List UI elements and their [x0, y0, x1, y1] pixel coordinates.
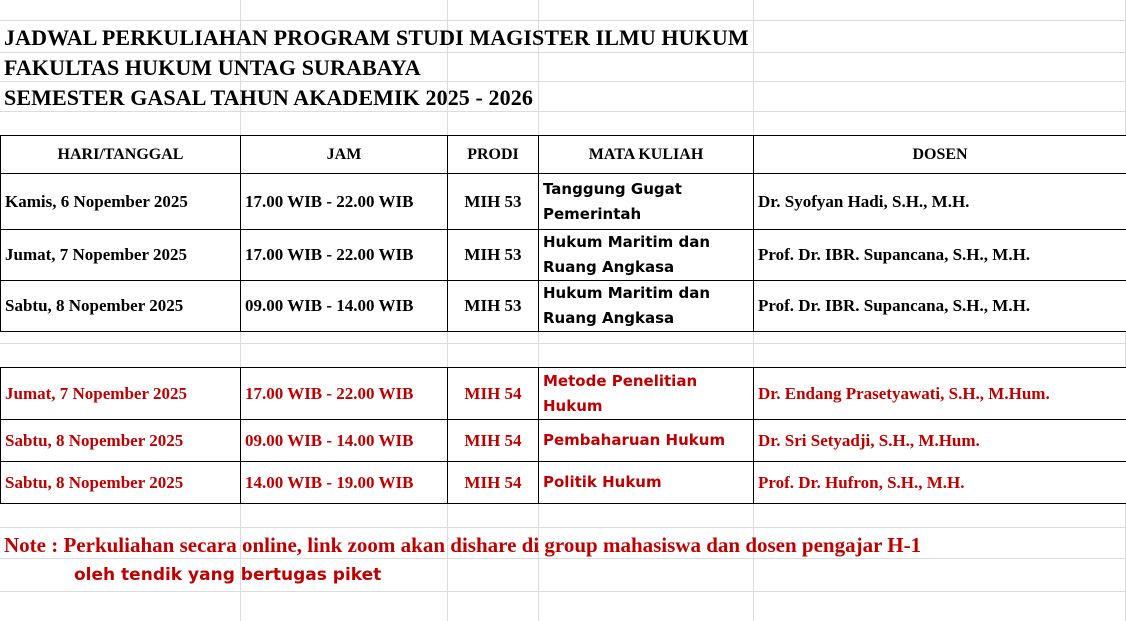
cell-matkul: Politik Hukum [539, 462, 754, 504]
grid-line [0, 111, 1126, 112]
grid-line [0, 527, 1126, 528]
table-header-row [1, 136, 1126, 174]
cell-jam: 09.00 WIB - 14.00 WIB [241, 420, 448, 462]
cell-dosen: Prof. Dr. IBR. Supancana, S.H., M.H. [754, 281, 1126, 332]
cell-prodi: MIH 54 [448, 462, 539, 504]
grid-line [0, 591, 1126, 592]
cell-prodi: MIH 53 [448, 281, 539, 332]
cell-jam: 09.00 WIB - 14.00 WIB [241, 281, 448, 332]
table-row [1, 368, 1126, 420]
cell-hari: Jumat, 7 Nopember 2025 [1, 368, 241, 420]
schedule-table-mih54 [0, 367, 1126, 504]
cell-matkul: Pembaharuan Hukum [539, 420, 754, 462]
grid-line [0, 20, 1126, 21]
header-title-line1: JADWAL PERKULIAHAN PROGRAM STUDI MAGISTER ILMU HUKUM [4, 25, 749, 50]
header-title-line2: FAKULTAS HUKUM UNTAG SURABAYA [4, 55, 421, 80]
column-header-hari: HARI/TANGGAL [1, 136, 241, 174]
schedule-table-mih53 [0, 135, 1126, 332]
column-header-matkul: MATA KULIAH [539, 136, 754, 174]
cell-matkul: Tanggung Gugat Pemerintah [539, 174, 754, 230]
cell-dosen: Dr. Endang Prasetyawati, S.H., M.Hum. [754, 368, 1126, 420]
cell-hari: Sabtu, 8 Nopember 2025 [1, 281, 241, 332]
note-line2: oleh tendik yang bertugas piket [74, 565, 382, 585]
cell-matkul: Metode Penelitian Hukum [539, 368, 754, 420]
table-row [1, 462, 1126, 504]
column-header-jam: JAM [241, 136, 448, 174]
cell-prodi: MIH 54 [448, 368, 539, 420]
note-line1: Note : Perkuliahan secara online, link zoom akan dishare di group mahasiswa dan dosen pengajar H-1 [4, 533, 922, 557]
cell-dosen: Prof. Dr. IBR. Supancana, S.H., M.H. [754, 230, 1126, 281]
cell-jam: 17.00 WIB - 22.00 WIB [241, 368, 448, 420]
table-row [1, 174, 1126, 230]
cell-dosen: Prof. Dr. Hufron, S.H., M.H. [754, 462, 1126, 504]
cell-dosen: Dr. Sri Setyadji, S.H., M.Hum. [754, 420, 1126, 462]
table-row [1, 281, 1126, 332]
cell-hari: Sabtu, 8 Nopember 2025 [1, 462, 241, 504]
table-row [1, 230, 1126, 281]
cell-jam: 14.00 WIB - 19.00 WIB [241, 462, 448, 504]
table-row [1, 420, 1126, 462]
grid-line [0, 343, 1126, 344]
cell-matkul: Hukum Maritim dan Ruang Angkasa [539, 230, 754, 281]
cell-jam: 17.00 WIB - 22.00 WIB [241, 174, 448, 230]
cell-prodi: MIH 53 [448, 174, 539, 230]
cell-hari: Kamis, 6 Nopember 2025 [1, 174, 241, 230]
cell-hari: Sabtu, 8 Nopember 2025 [1, 420, 241, 462]
cell-hari: Jumat, 7 Nopember 2025 [1, 230, 241, 281]
cell-prodi: MIH 53 [448, 230, 539, 281]
column-header-prodi: PRODI [448, 136, 539, 174]
grid-line [0, 52, 1126, 53]
cell-jam: 17.00 WIB - 22.00 WIB [241, 230, 448, 281]
cell-dosen: Dr. Syofyan Hadi, S.H., M.H. [754, 174, 1126, 230]
header-title-line3: SEMESTER GASAL TAHUN AKADEMIK 2025 - 2026 [4, 85, 533, 110]
cell-prodi: MIH 54 [448, 420, 539, 462]
cell-matkul: Hukum Maritim dan Ruang Angkasa [539, 281, 754, 332]
column-header-dosen: DOSEN [754, 136, 1126, 174]
grid-line [0, 81, 1126, 82]
grid-line [0, 558, 1126, 559]
